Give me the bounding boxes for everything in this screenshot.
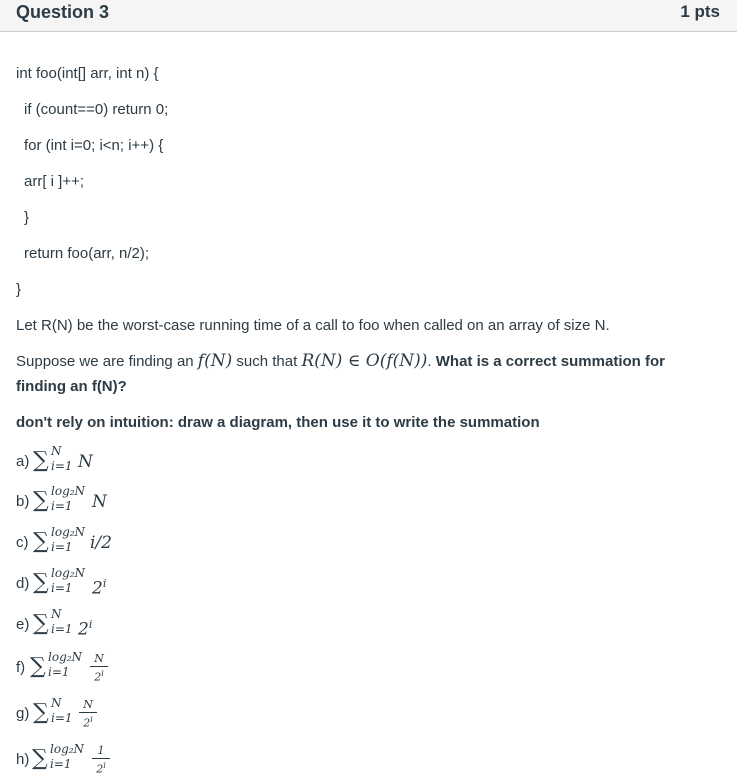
prose-instruction: don't rely on intuition: draw a diagram, then use it to write the summation [16, 414, 540, 431]
option-label: a) [16, 453, 30, 470]
sum-lower-limit: i=1 [50, 757, 72, 771]
den-base: 2 [83, 716, 91, 730]
den-exponent: i [101, 669, 104, 678]
option-label: c) [16, 534, 29, 551]
sum-upper-limit: N [51, 696, 62, 710]
sigma-icon: ∑ [33, 611, 49, 636]
term-base: 2 [78, 619, 89, 640]
math-relation: R(N) ∈ O(f(N)) [301, 351, 428, 371]
prose-definition: Let R(N) be the worst-case running time of a call to foo when called on an array of size N. [16, 317, 610, 334]
den-base: 2 [94, 670, 102, 684]
option-label: b) [16, 493, 30, 510]
option-e [16, 607, 136, 640]
fraction-numerator: 1 [92, 745, 110, 759]
option-label: d) [16, 575, 30, 592]
question-points: 1 pts [680, 2, 720, 21]
sum-term: N [92, 492, 107, 512]
option-label: g) [16, 705, 30, 722]
prose-question-bold: What is a correct summation for [435, 353, 665, 370]
code-line-for: for (int i=0; i<n; i++) { [24, 137, 164, 154]
option-c [16, 525, 136, 558]
sigma-icon: ∑ [33, 570, 49, 595]
sum-term: i/2 [90, 533, 112, 553]
den-base: 2 [96, 762, 104, 776]
sum-term [92, 574, 106, 599]
code-line-if: if (count==0) return 0; [24, 101, 169, 118]
prose-question [16, 351, 665, 372]
sum-lower-limit: i=1 [48, 665, 70, 679]
sigma-icon: ∑ [33, 700, 49, 725]
term-exponent: i [102, 577, 107, 590]
sum-lower-limit: i=1 [51, 581, 73, 595]
fraction-denominator [79, 713, 97, 730]
fraction-numerator: N [79, 699, 97, 713]
sigma-icon: ∑ [33, 448, 49, 473]
sum-upper-limit: N [51, 444, 62, 458]
option-g [16, 696, 136, 731]
sigma-icon: ∑ [32, 746, 48, 771]
den-exponent: i [103, 761, 106, 770]
code-line-close-for: } [24, 209, 30, 226]
code-line-return: return foo(arr, n/2); [24, 245, 150, 262]
term-base: 2 [92, 578, 103, 599]
question-title: Question 3 [16, 2, 110, 22]
math-f-of-n: f(N) [197, 351, 233, 371]
den-exponent: i [90, 715, 93, 724]
option-b [16, 484, 136, 517]
sum-term: N [78, 452, 93, 472]
sum-fraction [90, 653, 108, 684]
sum-upper-limit: log₂N [48, 650, 83, 664]
fraction-denominator [92, 759, 110, 776]
sum-upper-limit: log₂N [51, 525, 86, 539]
sum-upper-limit: N [51, 607, 62, 621]
sum-term [78, 615, 92, 640]
fraction-denominator [90, 667, 108, 684]
sum-lower-limit: i=1 [51, 540, 73, 554]
question-header [0, 0, 737, 32]
prose-question-start: Suppose we are finding an [16, 353, 198, 370]
sum-lower-limit: i=1 [51, 711, 73, 725]
sum-lower-limit: i=1 [51, 459, 73, 473]
term-exponent: i [88, 618, 93, 631]
code-line-signature: int foo(int[] arr, int n) { [16, 65, 159, 82]
option-label: h) [16, 751, 30, 768]
option-label: f) [16, 659, 26, 676]
sum-upper-limit: log₂N [50, 742, 85, 756]
sigma-icon: ∑ [30, 654, 46, 679]
prose-question-mid: such that [232, 353, 302, 370]
sum-upper-limit: log₂N [51, 484, 86, 498]
code-line-close-fn: } [16, 281, 22, 298]
sum-upper-limit: log₂N [51, 566, 86, 580]
sum-lower-limit: i=1 [51, 499, 73, 513]
option-label: e) [16, 616, 30, 633]
sum-fraction [92, 745, 110, 776]
code-line-increment: arr[ i ]++; [24, 173, 85, 190]
prose-question-end: . [427, 353, 436, 370]
option-h [16, 742, 136, 777]
option-d [16, 566, 136, 599]
sigma-icon: ∑ [33, 488, 49, 513]
sum-fraction [79, 699, 97, 730]
prose-question-bold-line2: finding an f(N)? [16, 378, 127, 395]
sum-lower-limit: i=1 [51, 622, 73, 636]
option-a [16, 444, 136, 477]
option-f [16, 650, 136, 685]
sigma-icon: ∑ [33, 529, 49, 554]
fraction-numerator: N [90, 653, 108, 667]
